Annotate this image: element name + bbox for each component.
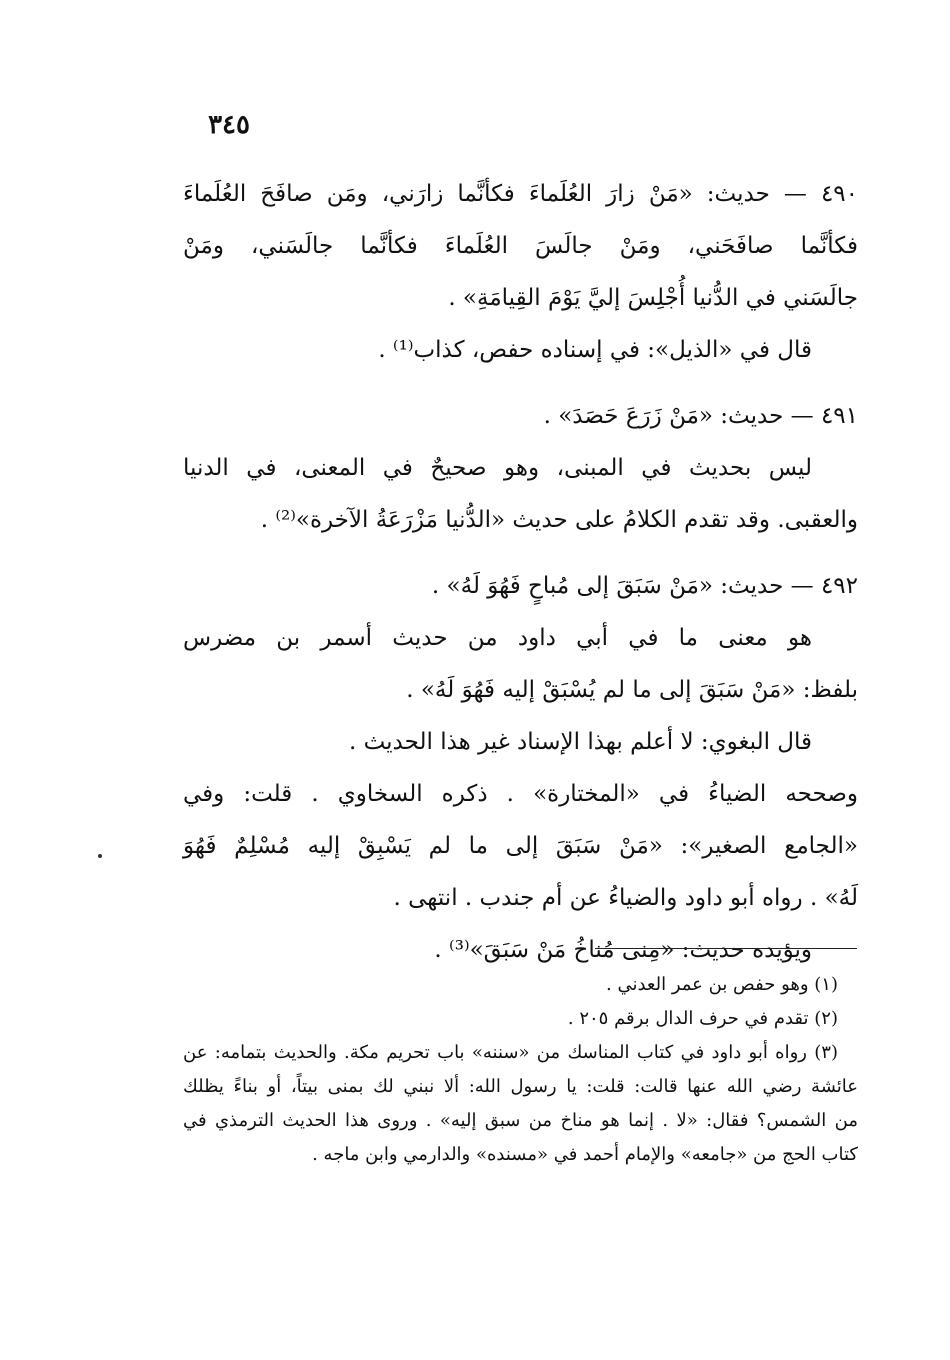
entry-492-line-2: هو معنى ما في أبي داود من حديث أسمر بن مضرس xyxy=(183,625,812,651)
footnote-3-line-3: من الشمس؟ فقال: «لا . إنما هو مناخ من سبق إليه» . وروى هذا الحديث الترمذي في xyxy=(183,1110,858,1131)
footnote-1: (١) وهو حفص بن عمر العدني . xyxy=(606,974,838,995)
entry-492-line-8: ويؤيده حديث: «مِنى مُناخُ مَنْ سَبَقَ»⁽³⁾ . xyxy=(434,937,812,963)
footnote-2: (٢) تقدم في حرف الدال برقم ٢٠٥ . xyxy=(567,1008,838,1029)
footnote-3-line-4: كتاب الحج من «جامعه» والإمام أحمد في «مسنده» والدارمي وابن ماجه . xyxy=(312,1144,858,1165)
scan-speck xyxy=(98,854,102,858)
entry-490-note: قال في «الذيل»: في إسناده حفص، كذاب⁽¹⁾ . xyxy=(378,337,812,363)
hadith-entry-492 xyxy=(183,560,858,976)
entry-492-line-3: بلفظ: «مَنْ سَبَقَ إلى ما لم يُسْبَقْ إليه فَهُوَ لَهُ» . xyxy=(406,677,858,703)
entry-492-line-4: قال البغوي: لا أعلم بهذا الإسناد غير هذا الحديث . xyxy=(348,729,812,755)
hadith-entry-490 xyxy=(183,168,858,376)
entry-490-line-1: ٤٩٠ — حديث: «مَنْ زارَ العُلَماءَ فكأنَّما زارَني، ومَن صافَحَ العُلَماءَ xyxy=(183,181,858,207)
entry-491-line-3: والعقبى. وقد تقدم الكلامُ على حديث «الدُّنيا مَزْرَعَةُ الآخرة»⁽²⁾ . xyxy=(260,507,858,533)
entry-492-line-7: لَهُ» . رواه أبو داود والضياءُ عن أم جندب . انتهى . xyxy=(393,885,858,911)
hadith-entry-491 xyxy=(183,390,858,546)
entry-490-line-2: فكأنَّما صافَحَني، ومَنْ جالَسَ العُلَماءَ فكأنَّما جالَسَني، ومَنْ xyxy=(183,233,858,259)
entry-491-line-1: ٤٩١ — حديث: «مَنْ زَرَعَ حَصَدَ» . xyxy=(543,403,858,429)
main-text xyxy=(183,168,858,990)
entry-492-line-5: وصححه الضياءُ في «المختارة» . ذكره السخاوي . قلت: وفي xyxy=(183,781,858,807)
entry-492-line-6: «الجامع الصغير»: «مَنْ سَبَقَ إلى ما لم يَسْبِقْ إليه مُسْلِمٌ فَهُوَ xyxy=(183,833,858,859)
entry-492-line-1: ٤٩٢ — حديث: «مَنْ سَبَقَ إلى مُباحٍ فَهُوَ لَهُ» . xyxy=(431,573,858,599)
footnotes xyxy=(183,968,858,1172)
footnote-3-line-1: (٣) رواه أبو داود في كتاب المناسك من «سننه» باب تحريم مكة. والحديث بتمامه: عن xyxy=(183,1042,838,1063)
entry-491-line-2: ليس بحديث في المبنى، وهو صحيحٌ في المعنى، في الدنيا xyxy=(183,455,812,481)
entry-490-line-3: جالَسَني في الدُّنيا أُجْلِسَ إليَّ يَوْمَ القِيامَةِ» . xyxy=(448,285,858,311)
footnote-3-line-2: عائشة رضي الله عنها قالت: قلت: يا رسول الله: ألا نبني لك بمنى بيتاً، أو بناءً يظلك xyxy=(183,1076,858,1097)
footnote-divider xyxy=(595,948,857,949)
page-number: ٣٤٥ xyxy=(208,110,250,140)
